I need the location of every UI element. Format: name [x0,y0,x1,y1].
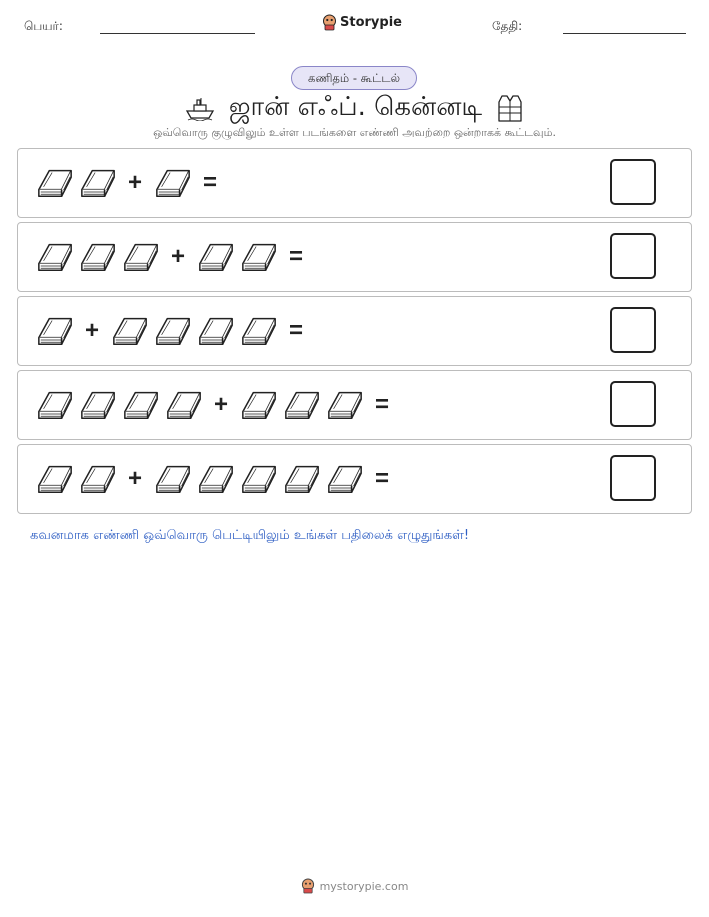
answer-box[interactable] [610,233,656,279]
book-icon [111,314,149,348]
book-icon [36,240,74,274]
book-icon [79,240,117,274]
book-icon [122,388,160,422]
book-icon [154,166,192,200]
book-icon [283,388,321,422]
brand-name: Storypie [340,15,402,30]
name-label: பெயர்: [24,19,63,33]
plus-sign: + [127,169,142,196]
book-icon [283,462,321,496]
book-icon [240,462,278,496]
plus-sign: + [213,391,228,418]
footer [0,878,709,894]
book-icon [36,462,74,496]
equals-sign: = [288,243,303,270]
equals-sign: = [374,391,389,418]
answer-box[interactable] [610,381,656,427]
page-title: ஜான் எஃப். கென்னடி [228,91,483,122]
book-icon [197,462,235,496]
book-icon [36,388,74,422]
book-icon [36,166,74,200]
equation [36,163,229,203]
problem-row [17,370,692,440]
answer-box[interactable] [610,159,656,205]
book-icon [36,314,74,348]
storypie-mascot-icon [322,14,337,31]
date-line [563,33,686,34]
plus-sign: + [127,465,142,492]
category-badge: கணிதம் - கூட்டல் [291,66,417,90]
book-icon [326,462,364,496]
book-icon [79,388,117,422]
answer-box[interactable] [610,455,656,501]
book-icon [79,462,117,496]
date-label: தேதி: [492,19,523,33]
equation [36,459,401,499]
book-icon [240,388,278,422]
book-icon [154,314,192,348]
book-icon [79,166,117,200]
book-icon [154,462,192,496]
problem-row [17,148,692,218]
equals-sign: = [288,317,303,344]
equation [36,237,315,277]
answer-box[interactable] [610,307,656,353]
book-icon [165,388,203,422]
storypie-mascot-icon [301,878,315,894]
equation [36,385,401,425]
worksheet-header [0,14,709,38]
ship-icon [185,95,215,121]
book-icon [122,240,160,274]
name-line [100,33,255,34]
book-icon [326,388,364,422]
book-icon [240,240,278,274]
brand-logo [322,14,402,31]
problem-row [17,444,692,514]
equals-sign: = [202,169,217,196]
book-icon [240,314,278,348]
equation [36,311,315,351]
plus-sign: + [170,243,185,270]
instructions: ஒவ்வொரு குழுவிலும் உள்ள படங்களை எண்ணி அவற்றை ஒன்றாகக் கூட்டவும். [153,126,556,139]
book-icon [197,314,235,348]
plus-sign: + [84,317,99,344]
title-row [0,90,709,126]
life-vest-icon [496,93,524,123]
problem-row [17,296,692,366]
footer-url[interactable]: mystorypie.com [319,879,409,893]
reminder-note: கவனமாக எண்ணி ஒவ்வொரு பெட்டியிலும் உங்கள் பதிலைக் எழுதுங்கள்! [30,528,470,543]
equals-sign: = [374,465,389,492]
book-icon [197,240,235,274]
problem-row [17,222,692,292]
